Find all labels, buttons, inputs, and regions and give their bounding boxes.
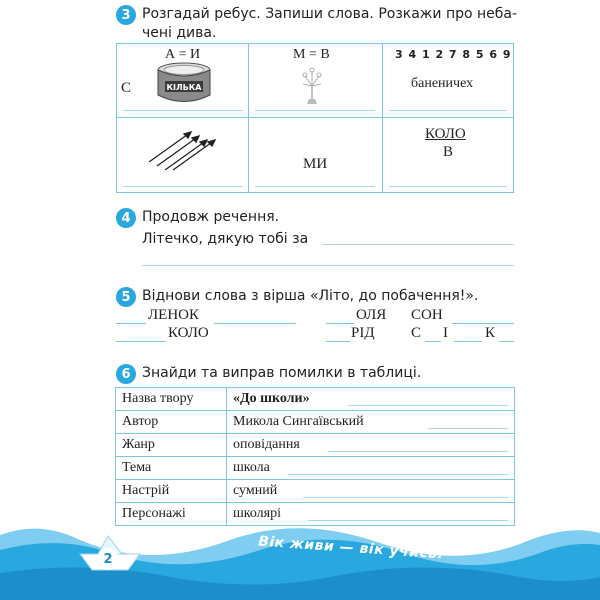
- rebus-rule-a-i: А = И: [165, 47, 201, 62]
- blank[interactable]: [452, 323, 514, 325]
- task-4-answer-line-2[interactable]: [142, 265, 514, 266]
- table-label: Настрій: [116, 480, 227, 503]
- table-value-text: сумний: [233, 483, 278, 498]
- fireworks-icon: [297, 66, 327, 106]
- table-label: Персонажі: [116, 503, 227, 526]
- table-value-text: школа: [233, 460, 270, 475]
- task-3-badge: 3: [116, 5, 136, 25]
- table-row: [116, 480, 515, 503]
- table-label: Автор: [116, 411, 227, 434]
- footer-motto: Вік живи — вік учись.: [257, 533, 444, 563]
- task-5-badge: 5: [116, 287, 136, 307]
- answer-line[interactable]: [348, 405, 508, 406]
- blank[interactable]: [214, 323, 296, 325]
- table-value[interactable]: [227, 480, 515, 503]
- rebus-word-mi: МИ: [303, 156, 328, 172]
- task-6-title: Знайди та виправ помилки в таблиці.: [142, 365, 422, 381]
- table-label: Назва твору: [116, 388, 227, 411]
- answer-line[interactable]: [255, 110, 375, 111]
- answer-line[interactable]: [428, 428, 508, 429]
- table-value-text: Микола Сингаївський: [233, 414, 364, 429]
- blank[interactable]: [326, 341, 350, 343]
- table-label: Жанр: [116, 434, 227, 457]
- answer-line[interactable]: [123, 186, 243, 187]
- answer-line[interactable]: [328, 451, 508, 452]
- table-row: [116, 457, 515, 480]
- task-4-badge: 4: [116, 208, 136, 228]
- task-5-letter-s: С: [411, 325, 422, 341]
- task-5-letter-k: К: [485, 325, 496, 341]
- task-4-answer-line-1[interactable]: [322, 244, 514, 245]
- task-6-badge: 6: [116, 364, 136, 384]
- task-4-title: Продовж речення.: [142, 209, 280, 225]
- rebus-letter-v: В: [443, 144, 454, 160]
- blank[interactable]: [499, 341, 514, 343]
- rebus-rule-m-v: М = В: [293, 47, 330, 62]
- blank[interactable]: [116, 323, 146, 325]
- task-5-letter-i: І: [443, 325, 448, 341]
- tin-can-icon: [155, 60, 213, 106]
- work-info-table: [115, 387, 515, 526]
- answer-line[interactable]: [288, 474, 508, 475]
- task-5-word-olia: ОЛЯ: [356, 307, 387, 323]
- page-number: 2: [97, 548, 119, 570]
- task-4-sentence: Літечко, дякую тобі за: [142, 231, 309, 247]
- blank[interactable]: [326, 323, 354, 325]
- answer-line[interactable]: [255, 186, 375, 187]
- table-value-text: школярі: [233, 506, 282, 521]
- rebus-word-kolo: КОЛО: [425, 126, 466, 142]
- task-5-word-rid: РІД: [351, 325, 375, 341]
- answer-line[interactable]: [389, 110, 507, 111]
- rebus-grid: [116, 43, 514, 193]
- table-value-text: «До школи»: [233, 391, 310, 406]
- task-5-word-kolo: КОЛО: [168, 325, 209, 341]
- table-value[interactable]: [227, 457, 515, 480]
- rebus-prefix: С: [121, 80, 132, 96]
- task-3-text-line-1: Розгадай ребус. Запиши слова. Розкажи про неба-: [142, 6, 518, 22]
- table-row: [116, 434, 515, 457]
- task-5-title: Віднови слова з вірша «Літо, до побачення!».: [142, 288, 479, 304]
- answer-line[interactable]: [389, 186, 507, 187]
- table-value[interactable]: [227, 388, 515, 411]
- rebus-digit-key: 3 4 1 2 7 8 5 6 9: [395, 48, 512, 61]
- blank[interactable]: [425, 341, 441, 343]
- rebus-scrambled-letters: баненичех: [411, 76, 474, 91]
- blank[interactable]: [116, 341, 166, 343]
- table-value-text: оповідання: [233, 437, 300, 452]
- table-label: Тема: [116, 457, 227, 480]
- table-row: [116, 388, 515, 411]
- table-row: [116, 411, 515, 434]
- table-value[interactable]: [227, 434, 515, 457]
- answer-line[interactable]: [303, 497, 508, 498]
- table-value[interactable]: [227, 411, 515, 434]
- blank[interactable]: [454, 341, 482, 343]
- answer-line[interactable]: [123, 110, 243, 111]
- arrows-icon: [147, 126, 219, 172]
- task-5-word-lenok: ЛЕНОК: [148, 307, 200, 323]
- task-5-word-son: СОН: [411, 307, 443, 323]
- task-3-text-line-2: чені дива.: [142, 25, 217, 41]
- tin-can-label: КІЛЬКА: [166, 83, 202, 92]
